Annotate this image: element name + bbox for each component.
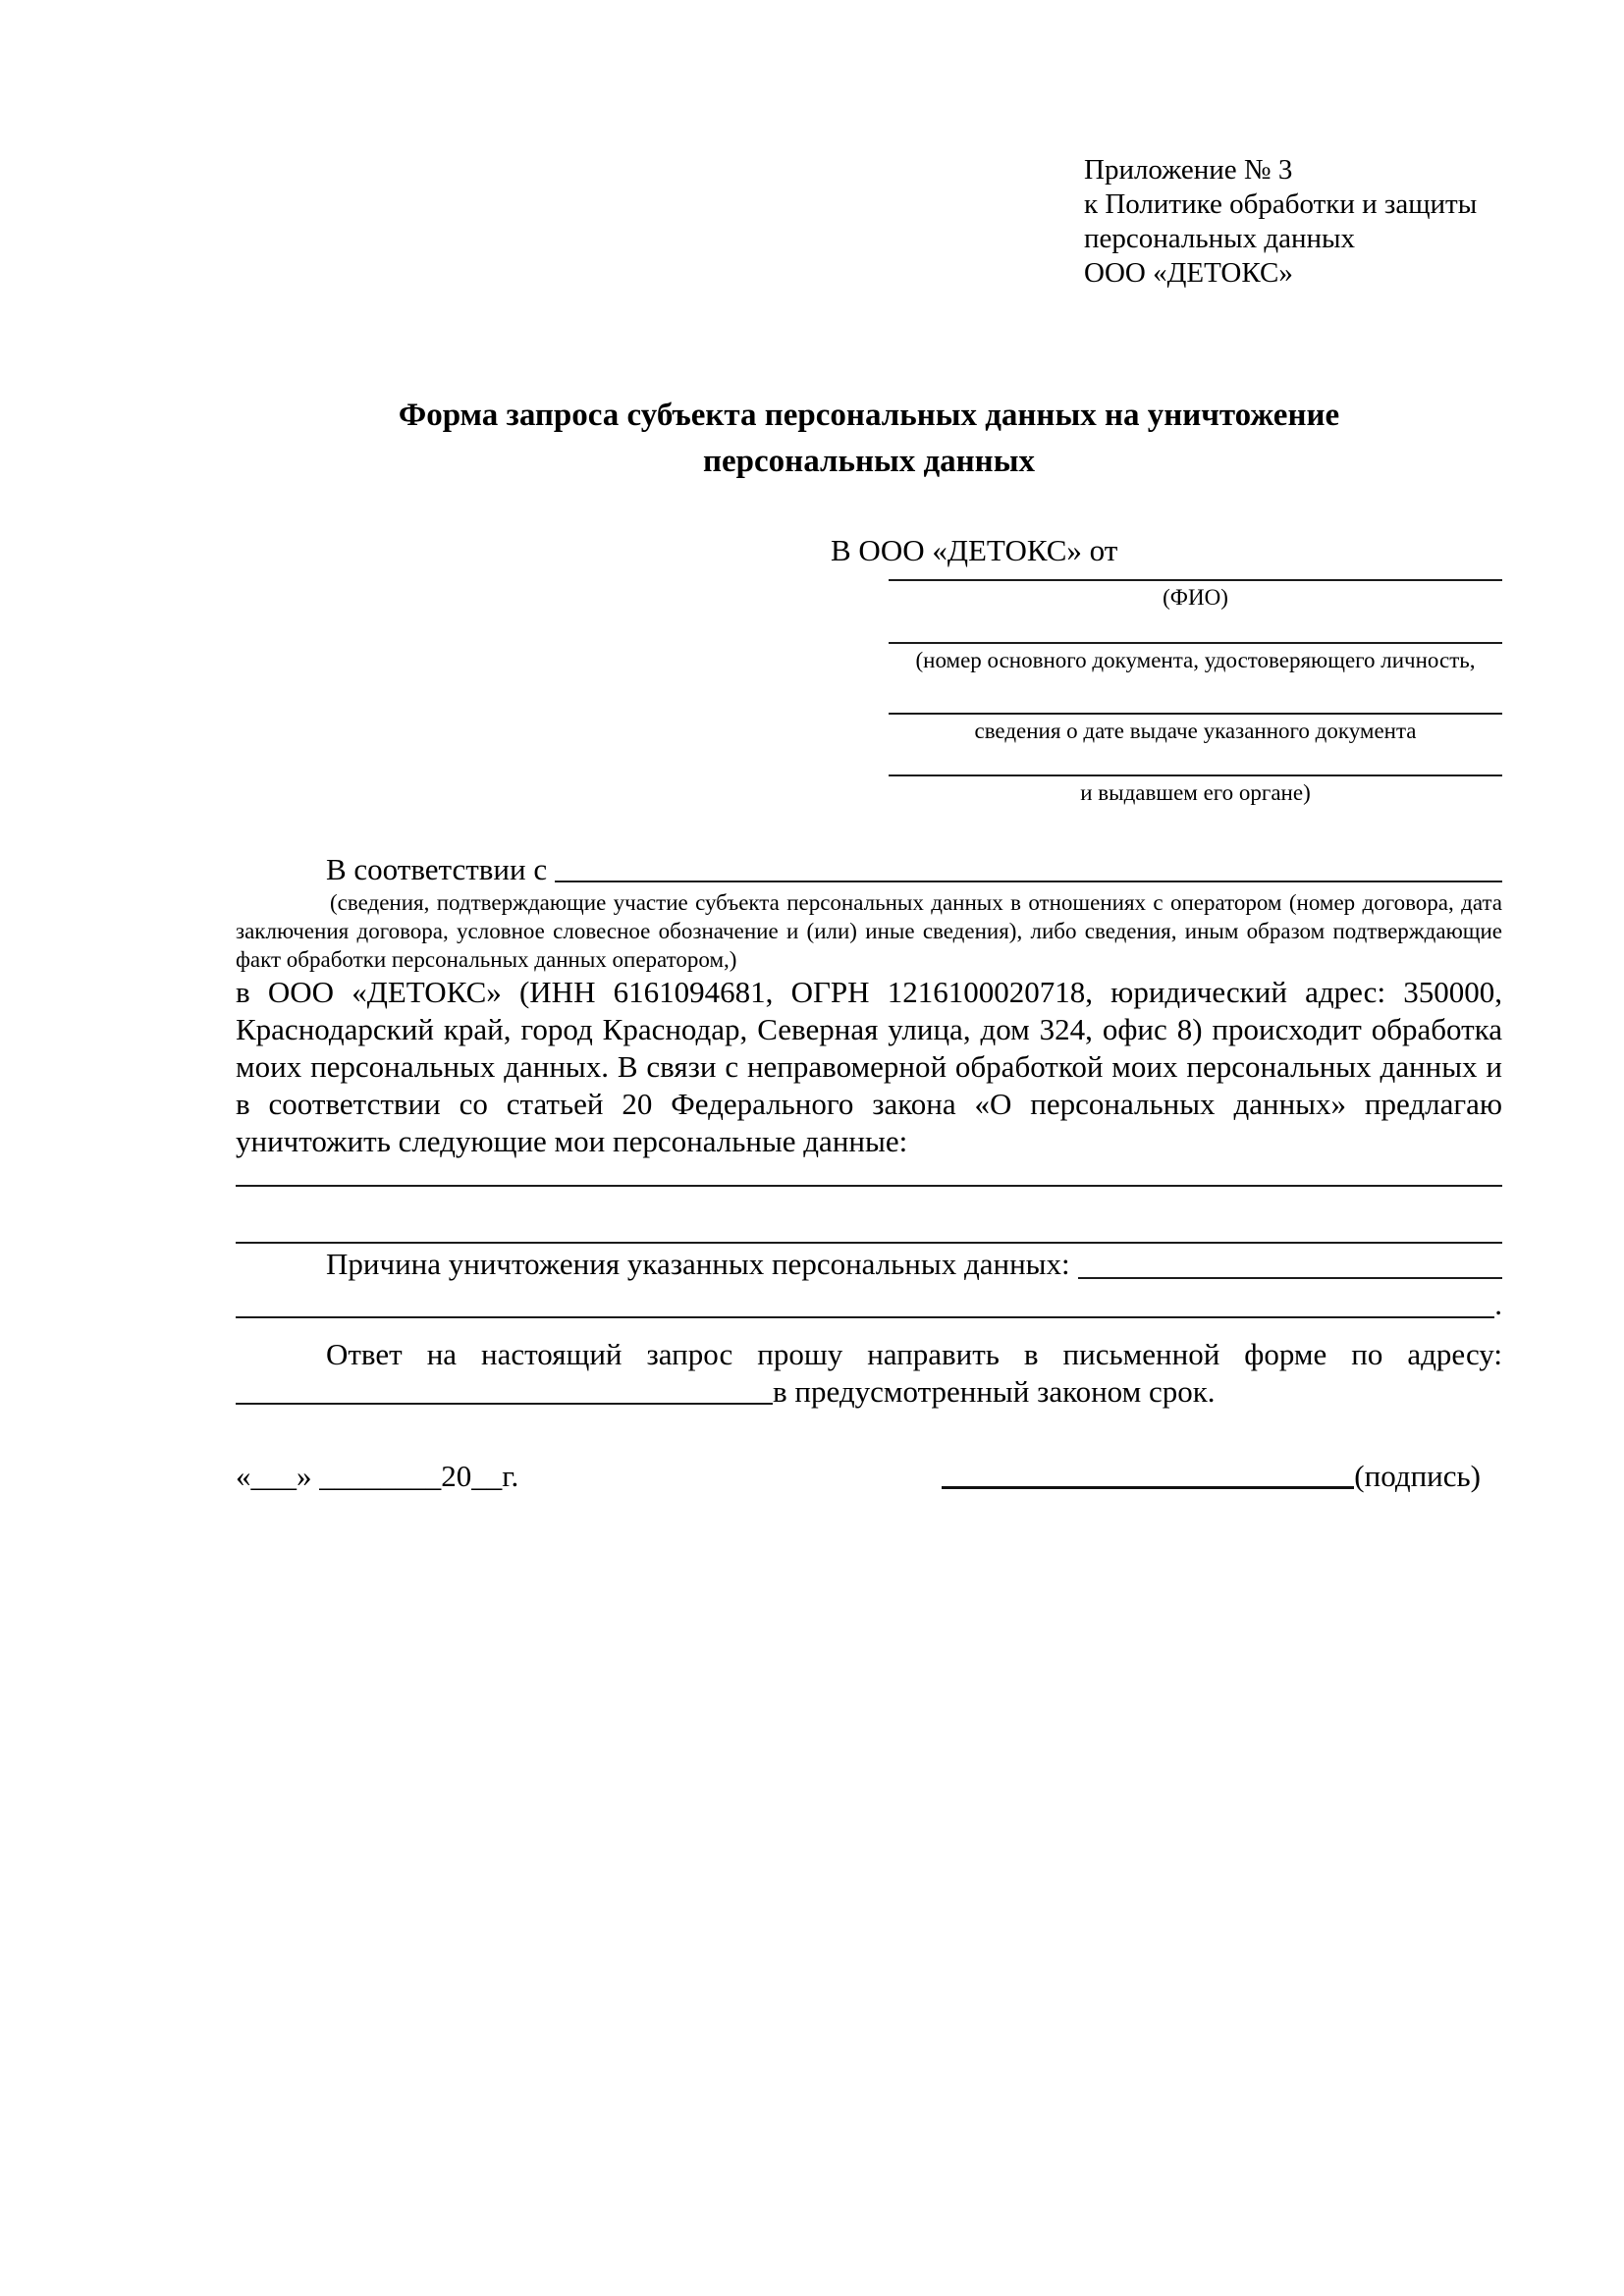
reason-row <box>236 1244 1502 1285</box>
accordance-blank-line <box>555 851 1502 882</box>
data-blank-line-2 <box>236 1187 1502 1244</box>
reply-tail: в предусмотренный законом срок. <box>773 1374 1216 1409</box>
id-document-blank-line <box>889 611 1502 644</box>
data-blank-line-1 <box>236 1160 1502 1187</box>
signature-caption: (подпись) <box>1354 1459 1481 1493</box>
appendix-line-company: ООО «ДЕТОКС» <box>1084 257 1293 289</box>
form-title-line-2: персональных данных <box>703 444 1035 479</box>
accordance-row <box>236 851 1502 888</box>
signature-blank-line <box>942 1458 1354 1489</box>
issue-date-field <box>889 673 1502 744</box>
issue-date-blank-line <box>889 673 1502 715</box>
reason-label: Причина уничтожения указанных персональных данных: <box>326 1247 1070 1281</box>
body-paragraph: в ООО «ДЕТОКС» (ИНН 6161094681, ОГРН 1216100020718, юридический адрес: 350000, Краснодарский край, город Краснодар, Северная улица, дом 324, офис 8) происходит обработка моих персональных данных. В связи с неправомерной обработкой моих персональных данных и в соответствии со статьей 20 Федерального закона «О персональных данных» предлагаю уничтожить следующие мои персональные данные: <box>236 975 1502 1158</box>
fio-blank-line <box>889 569 1502 581</box>
id-document-field <box>889 611 1502 673</box>
reply-address-row <box>236 1373 1502 1411</box>
issuer-caption: и выдавшем его органе) <box>1080 780 1311 805</box>
reply-paragraph: Ответ на настоящий запрос прошу направить в письменной форме по адресу: <box>326 1337 1502 1371</box>
issuer-blank-line <box>889 744 1502 776</box>
id-document-caption: (номер основного документа, удостоверяющего личность, <box>915 648 1476 672</box>
fio-caption: (ФИО) <box>1163 585 1228 610</box>
address-blank-line <box>236 1373 773 1405</box>
issuer-field <box>889 744 1502 806</box>
form-title-line-1: Форма запроса субъекта персональных данных на уничтожение <box>398 398 1340 433</box>
reason-blank-line <box>1078 1244 1502 1279</box>
accordance-lead: В соответствии с <box>326 852 548 886</box>
reason-period: . <box>1494 1287 1502 1321</box>
signature-part <box>942 1458 1481 1495</box>
recipient-to-line: В ООО «ДЕТОКС» от <box>831 533 1118 567</box>
date-blank: «___» ________20__г. <box>236 1459 519 1493</box>
recipient-fields <box>889 569 1502 806</box>
fio-field <box>889 569 1502 611</box>
appendix-line-personal-data: персональных данных <box>1084 223 1356 254</box>
form-title <box>236 393 1502 485</box>
accordance-note: (сведения, подтверждающие участие субъекта персональных данных в отношениях с оператором (номер договора, дата заключения договора, условное словесное обозначение и (или) иные сведения), либо сведения, иным образом подтверждающие факт обработки персональных данных оператором,) <box>236 890 1502 972</box>
reason-row-continuation <box>236 1285 1502 1324</box>
appendix-line-policy: к Политике обработки и защиты <box>1084 188 1478 220</box>
reason-blank-line-2 <box>236 1285 1494 1318</box>
date-signature-row <box>236 1458 1502 1495</box>
issue-date-caption: сведения о дате выдаче указанного документа <box>974 719 1417 743</box>
appendix-line-number: Приложение № 3 <box>1084 154 1293 186</box>
appendix-block <box>1084 153 1502 291</box>
